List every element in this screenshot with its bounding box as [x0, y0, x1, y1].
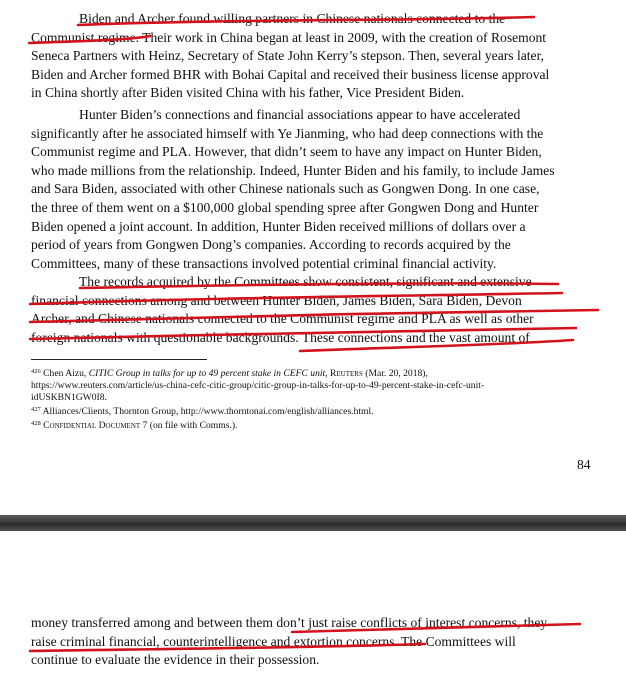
footnote-426-url: https://www.reuters.com/article/us-china-cefc-citic-group/citic-group-in-talks-for-up-to-49-percent-stake-in-cefc-unit- [31, 380, 485, 391]
footnotes [31, 366, 601, 432]
text-line: and Sara Biden, associated with other Chinese nationals such as Gongwen Dong. In one case, [31, 181, 540, 197]
text-line: significantly after he associated himself with Ye Jianming, who had deep connections with the [31, 125, 544, 141]
text-line: raise criminal financial, counterintelligence and extortion concerns. The Committees will [31, 633, 516, 649]
footnote-text: Alliances/Clients, Thornton Group, http://www.thorntonai.com/english/alliances.html. [42, 406, 374, 417]
footnote-text: Chen Aizu, [43, 368, 89, 379]
footnote-divider [31, 359, 207, 360]
text-line: Hunter Biden’s connections and financial associations appear to have accelerated [79, 107, 521, 122]
text-line: Biden and Archer formed BHR with Bohai Capital and received their business license approval [31, 66, 550, 82]
text-line: The records acquired by the Committees show consistent, significant and extensive [79, 274, 532, 289]
text-line: period of years from Gongwen Dong’s companies. According to records acquired by the [31, 237, 511, 253]
page-number: 84 [577, 457, 591, 472]
paragraph-continuation [31, 614, 599, 670]
footnote-text: 7 (on file with Comms.). [140, 420, 238, 431]
document-page-85 [0, 531, 626, 680]
footnote-426 [31, 366, 601, 380]
text-line: Archer, and Chinese nationals connected to the Communist regime and PLA as well as other [31, 311, 534, 327]
text-line: Communist regime. Their work in China began at least in 2009, with the creation of Rosemont [31, 29, 547, 45]
footnote-publisher: Reuters [330, 368, 363, 379]
text-line: continue to evaluate the evidence in their possession. [31, 652, 320, 668]
text-line: Committees, many of these transactions involved potential criminal financial activity. [31, 255, 497, 271]
footnote-number: 427 [31, 406, 41, 413]
paragraph-ye-jianming [31, 106, 599, 273]
text-line: financial connections among and between Hunter Biden, James Biden, Sara Biden, Devon [31, 292, 522, 308]
page-separator [0, 515, 626, 531]
paragraph-chinese-partners [31, 10, 599, 103]
text-line: Seneca Partners with Heinz, Secretary of State John Kerry’s stepson. Then, several years later, [31, 48, 544, 64]
footnote-number: 426 [31, 368, 41, 375]
text-line: Biden and Archer found willing partners in Chinese nationals connected to the [79, 11, 506, 26]
text-line: money transferred among and between them don’t just raise conflicts of interest concerns, they [31, 615, 548, 630]
footnote-number: 428 [31, 420, 41, 427]
footnote-source: Confidential Document [43, 420, 141, 431]
footnote-text: , [325, 368, 330, 379]
text-line: foreign nationals with questionable backgrounds. These connections and the vast amount of [31, 329, 530, 345]
footnote-text: (Mar. 20, 2018), [362, 368, 428, 379]
text-line: the three of them went on a $100,000 global spending spree after Gongwen Dong and Hunter [31, 199, 539, 215]
footnote-426-url-cont: idUSKBN1GW0I8. [31, 392, 107, 403]
footnote-427 [31, 404, 601, 418]
text-line: in China shortly after Biden visited China with his father, Vice President Biden. [31, 85, 465, 101]
footnote-428 [31, 418, 601, 432]
footnote-article-title: CITIC Group in talks for up to 49 percent stake in CEFC unit [88, 368, 326, 379]
paragraph-records-acquired [31, 273, 599, 347]
text-line: Biden opened a joint account. In addition, Hunter Biden received millions of dollars over a [31, 218, 526, 234]
text-line: who made millions from the relationship. Indeed, Hunter Biden and his family, to include James [31, 162, 555, 178]
text-line: Communist regime and PLA. However, that didn’t seem to have any impact on Hunter Biden, [31, 144, 542, 160]
